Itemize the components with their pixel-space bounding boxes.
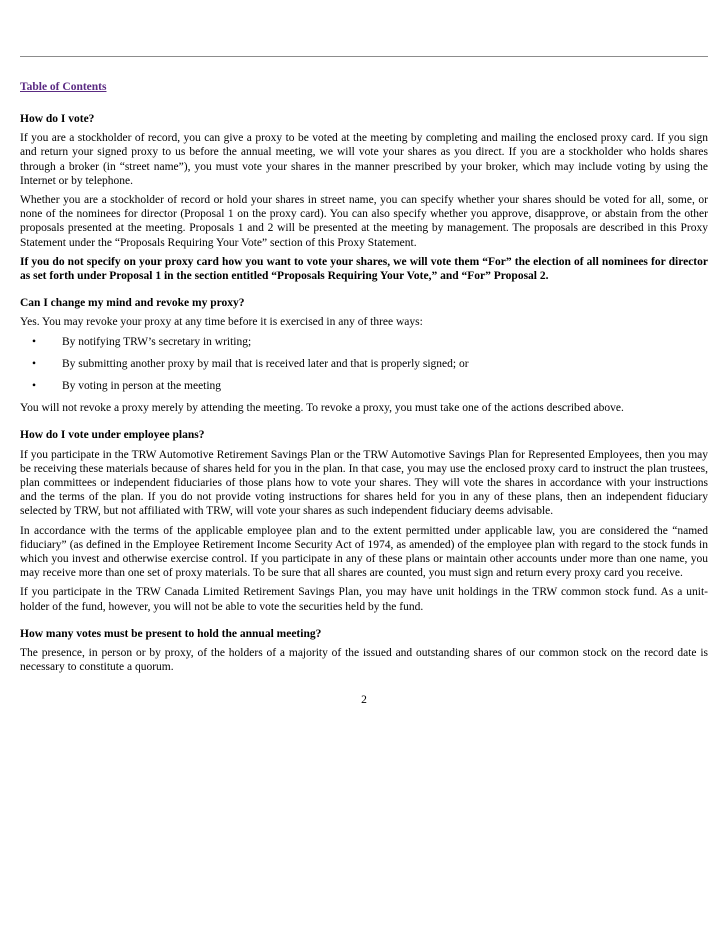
list-item	[20, 379, 708, 393]
paragraph: Yes. You may revoke your proxy at any time before it is exercised in any of three ways:	[20, 316, 423, 329]
list-item	[20, 357, 708, 371]
paragraph: If you participate in the TRW Automotive Retirement Savings Plan or the TRW Automotive Savings Plan for Represented Employees, then you may be receiving these materials because of shares held for you in the plan. In that case, you may use the enclosed proxy card to instruct the plan trustees, plan committees or independent fiduciaries of those plans how to vote your shares. They will vote the shares in accordance with your instructions and the terms of the plan. If you do not provide voting instructions for shares held for you in any of these plans, then an independent fiduciary selected by TRW, but not affiliated with TRW, will vote your shares as such independent fiduciary deems advisable.	[20, 448, 708, 518]
section-how-do-i-vote	[20, 112, 708, 283]
section-heading: How do I vote under employee plans?	[20, 429, 205, 442]
list-item	[20, 335, 708, 349]
paragraph: If you are a stockholder of record, you can give a proxy to be voted at the meeting by completing and mailing the enclosed proxy card. If you sign and return your signed proxy to us before the annual meeting, we will vote your shares as you direct. If you are a stockholder who holds shares through a broker (in “street name”), you must vote your shares in the manner prescribed by your broker, which may include voting by using the Internet or by telephone.	[20, 132, 708, 187]
bullet-icon: •	[32, 380, 37, 393]
paragraph: Whether you are a stockholder of record or hold your shares in street name, you can specify whether your shares should be voted for all, some, or none of the nominees for director (Proposal 1 on the proxy card). You can also specify whether you approve, disapprove, or abstain from the other proposals presented at the meeting. Proposals 1 and 2 will be presented at the meeting by management. The proposals are described in this Proxy Statement under the “Proposals Requiring Your Vote” section of this Proxy Statement.	[20, 194, 708, 249]
list-item-text: By voting in person at the meeting	[62, 380, 222, 393]
section-heading: Can I change my mind and revoke my proxy?	[20, 297, 245, 310]
header-rule	[20, 56, 708, 57]
bullet-list	[20, 335, 708, 394]
paragraph: In accordance with the terms of the applicable employee plan and to the extent permitted under applicable law, you are considered the “named fiduciary” (as defined in the Employee Retirement Income Security Act of 1974, as amended) of the employee plan with regard to the stock funds in which you invest and otherwise exercise control. If you participate in any of these plans or maintain other accounts under more than one name, you may receive more than one set of proxy materials. To be sure that all shares are counted, you must sign and return every proxy card you receive.	[20, 524, 708, 580]
document-body	[20, 112, 708, 680]
table-of-contents-link[interactable]: Table of Contents	[20, 81, 107, 93]
bullet-icon: •	[32, 357, 37, 370]
section-quorum	[20, 627, 708, 675]
list-item-text: By notifying TRW’s secretary in writing;	[62, 335, 252, 348]
section-heading: How do I vote?	[20, 113, 95, 125]
section-heading: How many votes must be present to hold the annual meeting?	[20, 627, 322, 640]
page-number: 2	[361, 694, 367, 706]
bullet-icon: •	[32, 335, 37, 348]
paragraph: You will not revoke a proxy merely by attending the meeting. To revoke a proxy, you must take one of the actions described above.	[20, 402, 624, 415]
bold-paragraph: If you do not specify on your proxy card how you want to vote your shares, we will vote them “For” the election of all nominees for director as set forth under Proposal 1 in the section entitled “Proposals Requiring Your Vote,” and “For” Proposal 2.	[20, 255, 708, 283]
paragraph: The presence, in person or by proxy, of the holders of a majority of the issued and outstanding shares of our common stock on the record date is necessary to constitute a quorum.	[20, 647, 708, 674]
paragraph: If you participate in the TRW Canada Limited Retirement Savings Plan, you may have unit holdings in the TRW common stock fund. As a unit-holder of the fund, however, you will not be able to vote the securities held by the fund.	[20, 586, 708, 613]
list-item-text: By submitting another proxy by mail that is received later and that is properly signed; or	[62, 357, 469, 370]
section-revoke-proxy	[20, 296, 708, 415]
section-employee-plans	[20, 428, 708, 613]
